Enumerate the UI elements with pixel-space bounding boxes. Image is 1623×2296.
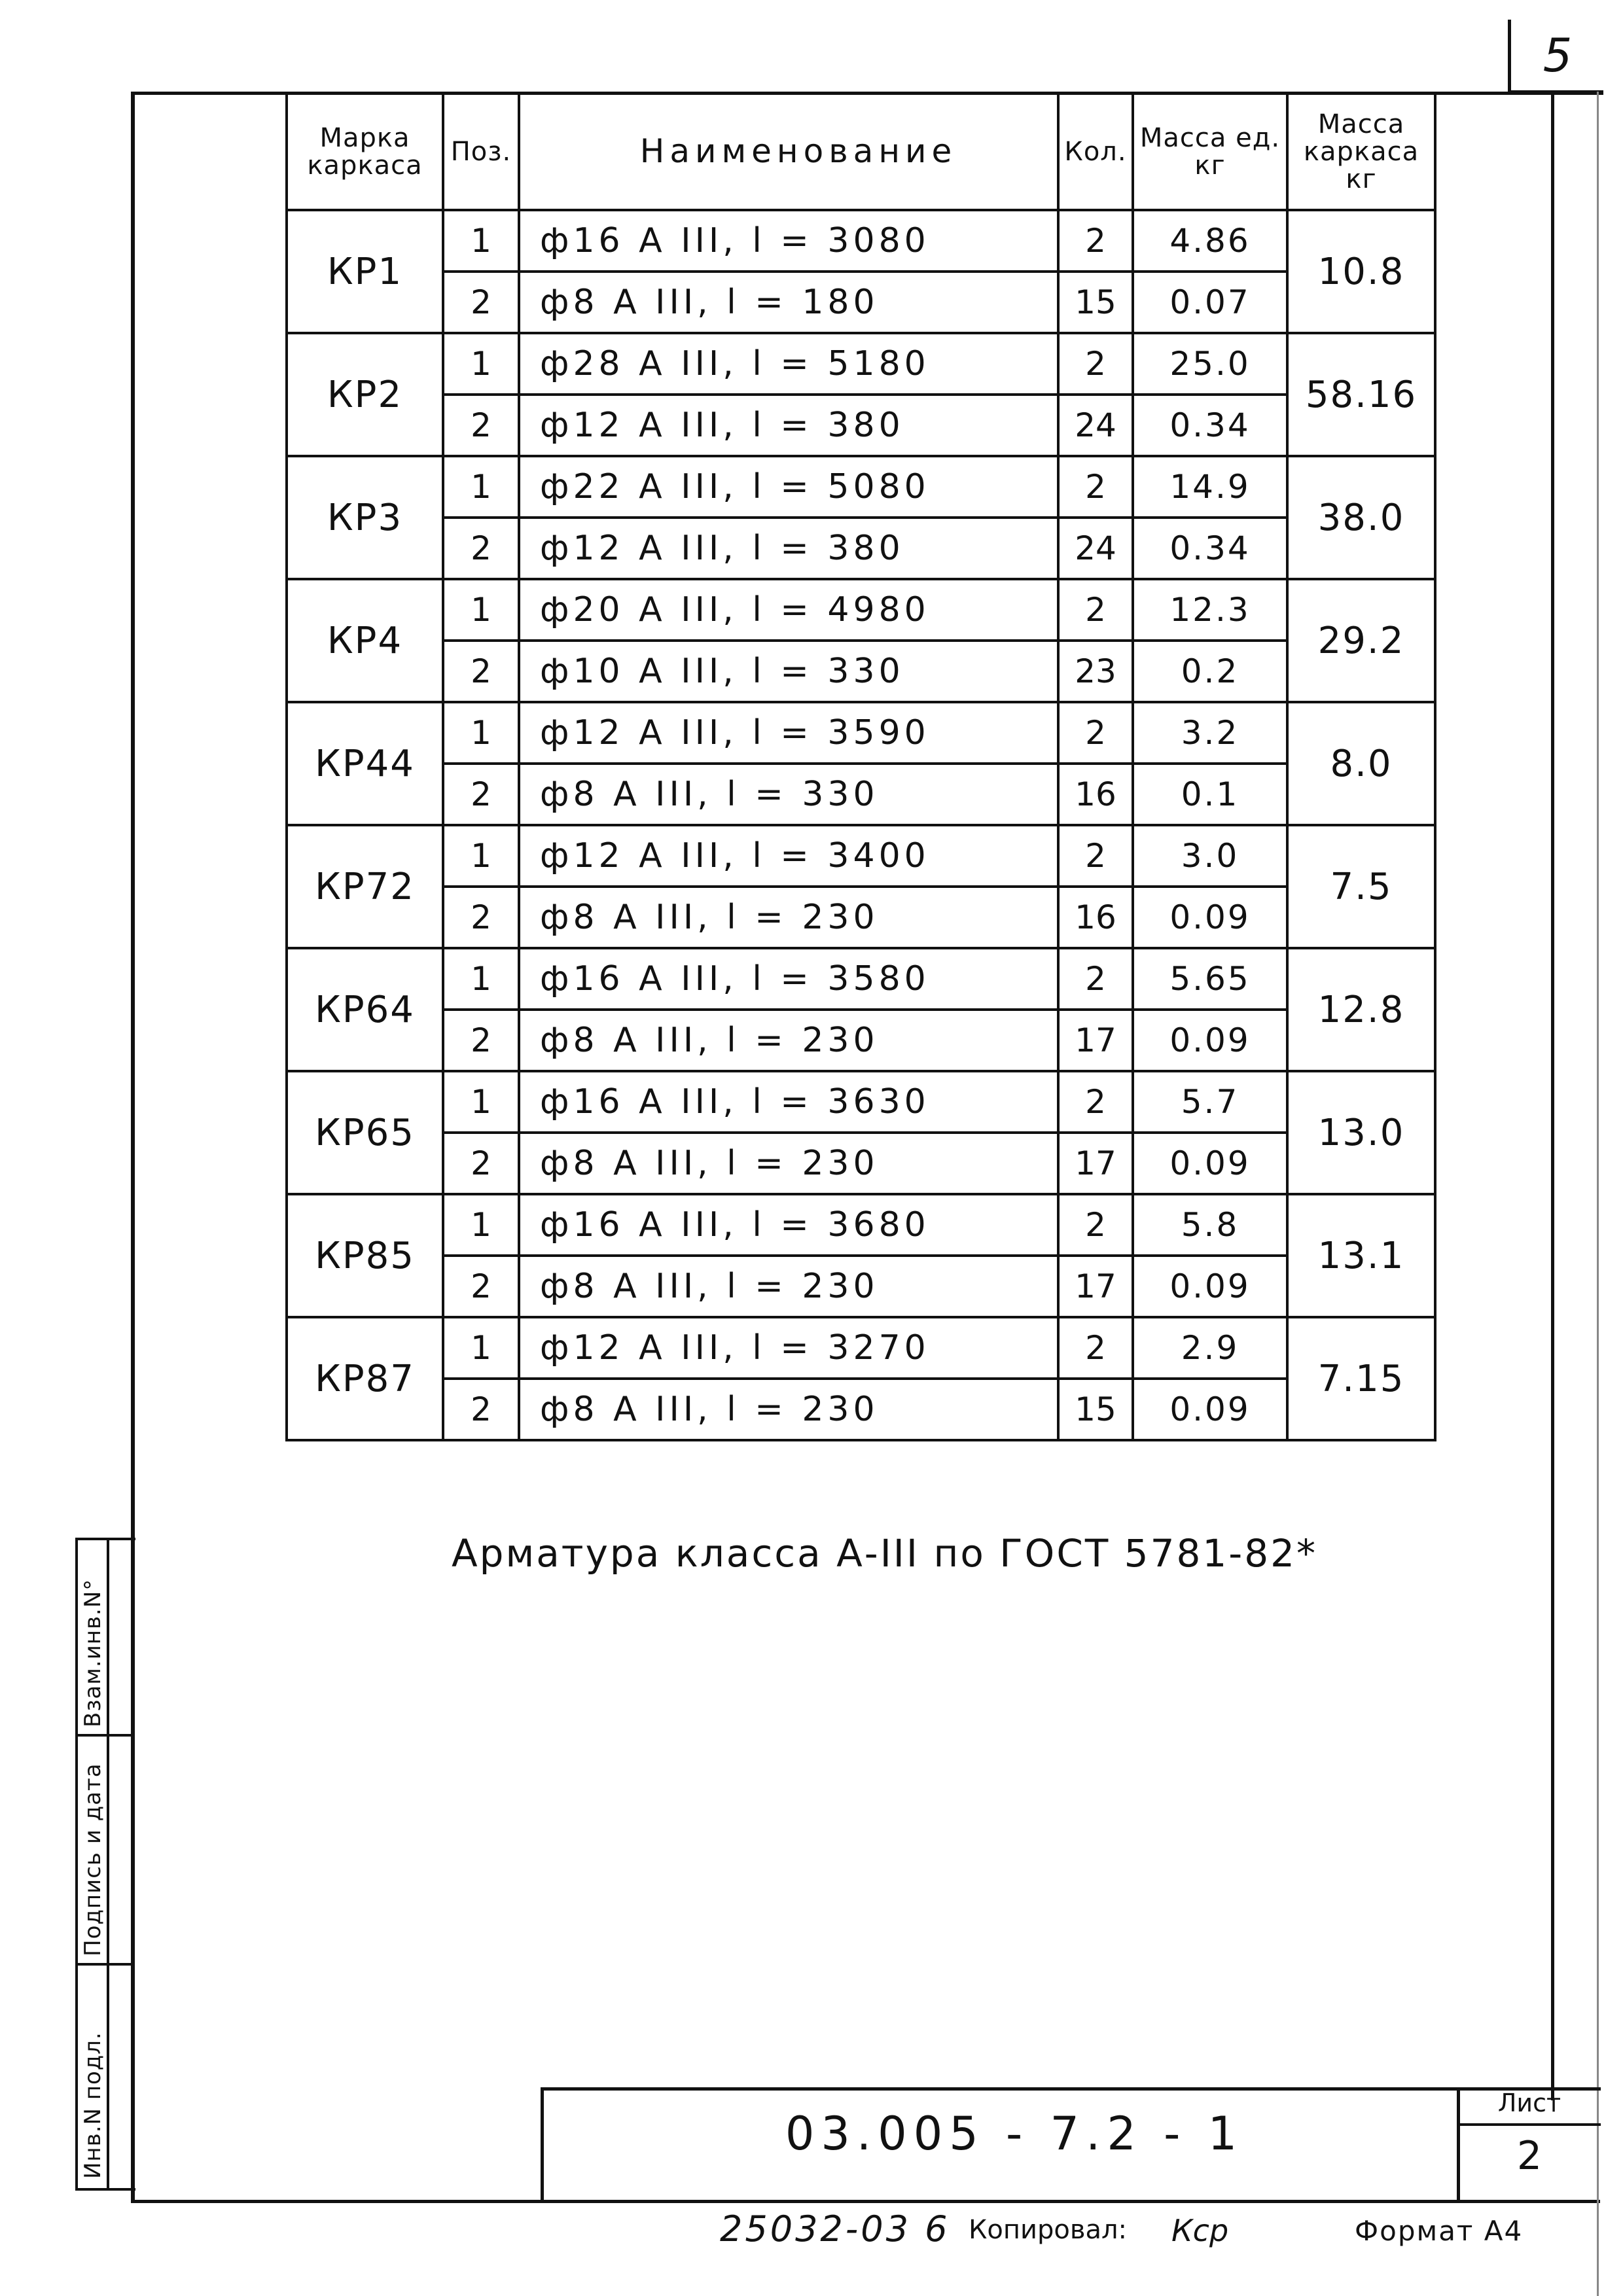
bar-name: ф8 А III, l = 180 [519,272,1058,333]
table-row [287,210,1435,272]
unit-mass: 0.34 [1133,518,1287,579]
bar-name: ф16 А III, l = 3080 [519,210,1058,272]
quantity: 2 [1058,579,1133,641]
position: 2 [443,1379,519,1440]
position: 1 [443,1194,519,1256]
unit-mass: 0.07 [1133,272,1287,333]
stamp-divider [75,1963,133,1966]
quantity: 17 [1058,1010,1133,1071]
frame-mass: 58.16 [1287,333,1435,456]
unit-mass: 12.3 [1133,579,1287,641]
quantity: 16 [1058,764,1133,825]
position: 1 [443,1071,519,1133]
table-row [287,395,1435,456]
header-unit-mass: Масса ед. кг [1133,93,1287,210]
table-row [287,1379,1435,1440]
unit-mass: 0.09 [1133,1379,1287,1440]
bar-name: ф8 А III, l = 230 [519,1256,1058,1317]
quantity: 2 [1058,825,1133,887]
quantity: 15 [1058,1379,1133,1440]
frame-mark: КР1 [287,210,443,333]
frame-mark: КР3 [287,456,443,579]
quantity: 24 [1058,395,1133,456]
table-row [287,1133,1435,1194]
frame-mass: 10.8 [1287,210,1435,333]
quantity: 2 [1058,456,1133,518]
quantity: 23 [1058,641,1133,702]
bar-name: ф8 А III, l = 230 [519,1133,1058,1194]
bar-name: ф12 А III, l = 380 [519,518,1058,579]
bar-name: ф8 А III, l = 230 [519,1010,1058,1071]
table-row [287,333,1435,395]
position: 1 [443,579,519,641]
table-row [287,1317,1435,1379]
sheet-number: 2 [1516,2133,1543,2179]
frame-mass: 38.0 [1287,456,1435,579]
bar-name: ф8 А III, l = 230 [519,887,1058,948]
document-code: 03.005 - 7.2 - 1 [785,2107,1244,2161]
quantity: 2 [1058,1194,1133,1256]
unit-mass: 3.0 [1133,825,1287,887]
table-row [287,272,1435,333]
bar-name: ф22 А III, l = 5080 [519,456,1058,518]
title-block-border [1457,2087,1460,2202]
position: 2 [443,518,519,579]
position: 1 [443,948,519,1010]
table-row [287,702,1435,764]
frame-mark: КР65 [287,1071,443,1194]
table-row [287,825,1435,887]
quantity: 2 [1058,210,1133,272]
position: 1 [443,456,519,518]
unit-mass: 4.86 [1133,210,1287,272]
unit-mass: 3.2 [1133,702,1287,764]
page-number: 5 [1543,29,1573,82]
unit-mass: 5.7 [1133,1071,1287,1133]
header-name: Наименование [519,93,1058,210]
bar-name: ф28 А III, l = 5180 [519,333,1058,395]
quantity: 17 [1058,1256,1133,1317]
bar-name: ф8 А III, l = 330 [519,764,1058,825]
unit-mass: 0.34 [1133,395,1287,456]
position: 2 [443,1010,519,1071]
quantity: 2 [1058,948,1133,1010]
position: 2 [443,887,519,948]
frame-mark: КР44 [287,702,443,825]
unit-mass: 25.0 [1133,333,1287,395]
stamp-divider [75,1734,133,1737]
header-mark: Марка каркаса [287,93,443,210]
frame-bottom-border [131,2200,1600,2203]
table-row [287,456,1435,518]
bar-name: ф10 А III, l = 330 [519,641,1058,702]
order-id: 25032-03 6 [720,2208,950,2250]
table-row [287,518,1435,579]
frame-mass: 29.2 [1287,579,1435,702]
bar-name: ф16 А III, l = 3680 [519,1194,1058,1256]
stamp-replaced-inv: Взам.инв.N° [80,1578,106,1727]
table-row [287,1256,1435,1317]
bar-name: ф12 А III, l = 3400 [519,825,1058,887]
bar-name: ф12 А III, l = 3270 [519,1317,1058,1379]
sheet-label: Лист [1497,2089,1561,2117]
bar-name: ф12 А III, l = 380 [519,395,1058,456]
quantity: 16 [1058,887,1133,948]
frame-mark: КР4 [287,579,443,702]
unit-mass: 0.09 [1133,887,1287,948]
frame-mass: 7.5 [1287,825,1435,948]
header-frame-mass: Масса каркаса кг [1287,93,1435,210]
position: 2 [443,272,519,333]
frame-mass: 12.8 [1287,948,1435,1071]
frame-right-border [1551,92,1554,2100]
unit-mass: 14.9 [1133,456,1287,518]
table-row [287,887,1435,948]
table-header-row [287,93,1435,210]
header-pos: Поз. [443,93,519,210]
position: 2 [443,764,519,825]
position: 1 [443,210,519,272]
header-qty: Кол. [1058,93,1133,210]
title-block-border [1457,2123,1601,2126]
unit-mass: 0.1 [1133,764,1287,825]
table-row [287,764,1435,825]
unit-mass: 0.09 [1133,1133,1287,1194]
frame-mark: КР72 [287,825,443,948]
frame-mass: 13.1 [1287,1194,1435,1317]
bar-name: ф8 А III, l = 230 [519,1379,1058,1440]
unit-mass: 0.09 [1133,1010,1287,1071]
position: 1 [443,702,519,764]
unit-mass: 5.8 [1133,1194,1287,1256]
title-block-border [541,2087,544,2202]
table-row [287,1071,1435,1133]
quantity: 2 [1058,702,1133,764]
reinforcement-spec-table [285,92,1436,1441]
position: 1 [443,825,519,887]
position: 2 [443,1133,519,1194]
quantity: 15 [1058,272,1133,333]
table-row [287,948,1435,1010]
position: 1 [443,333,519,395]
frame-mark: КР64 [287,948,443,1071]
quantity: 2 [1058,1317,1133,1379]
quantity: 17 [1058,1133,1133,1194]
quantity: 24 [1058,518,1133,579]
table-row [287,579,1435,641]
position: 2 [443,395,519,456]
quantity: 2 [1058,1071,1133,1133]
copied-by-signature: Кcр [1171,2213,1229,2248]
frame-mark: КР87 [287,1317,443,1440]
steel-class-note: Арматура класса А-III по ГОСТ 5781-82* [452,1531,1318,1576]
unit-mass: 2.9 [1133,1317,1287,1379]
stamp-signature-date: Подпись и дата [80,1763,106,1956]
title-block-border [541,2087,1601,2091]
position: 2 [443,641,519,702]
table-row [287,641,1435,702]
sheet-edge [1597,92,1599,2296]
quantity: 2 [1058,333,1133,395]
unit-mass: 0.2 [1133,641,1287,702]
frame-mark: КР2 [287,333,443,456]
position: 2 [443,1256,519,1317]
frame-mass: 13.0 [1287,1071,1435,1194]
table-row [287,1194,1435,1256]
frame-mass: 7.15 [1287,1317,1435,1440]
stamp-inv-original: Инв.N подл. [80,2032,106,2179]
copied-by-label: Копировал: [969,2215,1128,2245]
frame-mark: КР85 [287,1194,443,1317]
page-number-box-border [1508,20,1511,93]
unit-mass: 0.09 [1133,1256,1287,1317]
bar-name: ф12 А III, l = 3590 [519,702,1058,764]
table-row [287,1010,1435,1071]
bar-name: ф20 А III, l = 4980 [519,579,1058,641]
position: 1 [443,1317,519,1379]
frame-mass: 8.0 [1287,702,1435,825]
paper-format: Формат А4 [1355,2215,1524,2247]
bar-name: ф16 А III, l = 3630 [519,1071,1058,1133]
stamp-divider [107,1538,109,2188]
bar-name: ф16 А III, l = 3580 [519,948,1058,1010]
unit-mass: 5.65 [1133,948,1287,1010]
